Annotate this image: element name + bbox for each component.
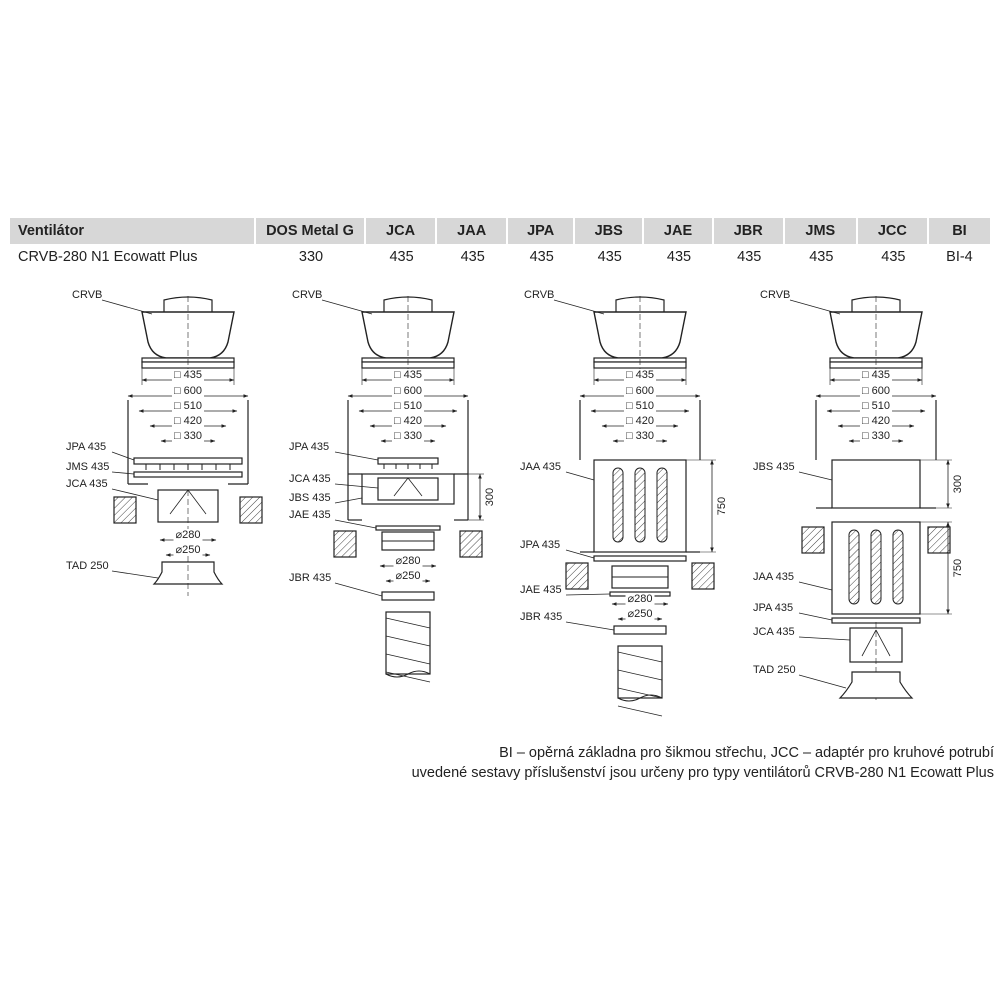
label-jbs: JBS 435 [289,492,331,504]
table-cell: 435 [597,248,622,265]
label-tad: TAD 250 [753,664,796,676]
table-cell: CRVB-280 N1 Ecowatt Plus [18,248,198,265]
jaa-slot [849,530,859,604]
jbs-base [832,460,920,508]
label-d435: □ 435 [861,369,891,381]
label-jbs: JBS 435 [753,461,795,473]
label-d600: □ 600 [861,385,891,397]
jaa-slot [657,468,667,542]
label-jca: JCA 435 [289,473,331,485]
drawing-line [799,472,832,480]
label-jms: JMS 435 [66,461,110,473]
jaa-slot [635,468,645,542]
jca-damper [378,478,438,500]
label-d420: □ 420 [861,415,891,427]
drawing-line [799,582,832,590]
label-d250: ⌀250 [395,570,421,582]
col-header: JAE [644,218,713,244]
label-d600: □ 600 [173,385,203,397]
table-cell: 435 [389,248,414,265]
label-jca: JCA 435 [66,478,108,490]
col-header: Ventilátor [10,218,256,244]
col-header: JAA [437,218,508,244]
roof-block-right [928,527,950,553]
drawing-line [618,706,662,716]
footnote-line-2: uvedené sestavy příslušenství jsou určeny pro typy ventilátorů CRVB-280 N1 Ecowatt Plus [411,765,994,781]
jae-ring [376,526,440,530]
label-d510: □ 510 [393,400,423,412]
table-cell: 435 [809,248,834,265]
drawing-line [335,520,376,528]
jaa-slot [871,530,881,604]
drawing-line [554,300,604,314]
label-jaa: JAA 435 [520,461,561,473]
drawing-line [335,452,378,460]
roof-block-left [566,563,588,589]
label-h750: 750 [716,496,728,516]
jaa-slot [893,530,903,604]
col-header: JBR [714,218,785,244]
label-jpa: JPA 435 [66,441,107,453]
drawing-line [102,300,152,314]
table-cell: 435 [737,248,762,265]
label-d600: □ 600 [625,385,655,397]
label-d330: □ 330 [393,430,423,442]
col-header: JBS [575,218,644,244]
roof-block-right [692,563,714,589]
label-d600: □ 600 [393,385,423,397]
drawing-line [790,300,840,314]
drawing-line [112,472,134,474]
drawing-line [112,571,158,578]
drawing-line [799,637,850,640]
label-crvb: CRVB [524,289,555,301]
label-d330: □ 330 [861,430,891,442]
drawing-line [566,622,614,630]
table-cell: 435 [529,248,554,265]
label-d510: □ 510 [861,400,891,412]
jbr-ring [382,592,434,600]
label-jaa: JAA 435 [753,571,794,583]
col-header: JCA [366,218,437,244]
label-d250: ⌀250 [627,608,653,620]
col-header: BI [929,218,990,244]
roof-block-left [802,527,824,553]
label-d330: □ 330 [625,430,655,442]
jpa-plate [378,458,438,464]
roof-block-right [240,497,262,523]
label-d280: ⌀280 [395,555,421,567]
label-h300: 300 [484,487,496,507]
table-cell: 435 [881,248,906,265]
drawing-line [322,300,372,314]
duct-pipe [386,612,430,674]
drawing-line [799,675,846,688]
roof-block-left [114,497,136,523]
table-cell: BI-4 [946,248,973,265]
drawing-line [566,472,594,480]
label-d510: □ 510 [625,400,655,412]
drawing-line [112,452,134,460]
label-d435: □ 435 [625,369,655,381]
label-d280: ⌀280 [175,529,201,541]
roof-block-left [334,531,356,557]
col-header: JPA [508,218,575,244]
label-jca: JCA 435 [753,626,795,638]
label-d420: □ 420 [173,415,203,427]
tad-nozzle [840,672,912,698]
label-d420: □ 420 [625,415,655,427]
drawing-line [566,550,594,558]
label-d250: ⌀250 [175,544,201,556]
drawing-line [335,583,382,596]
table-cell: 330 [298,248,324,265]
footnote-line-1: BI – opěrná základna pro šikmou střechu, JCC – adaptér pro kruhové potrubí [499,745,994,761]
col-header: DOS Metal G [256,218,366,244]
label-crvb: CRVB [292,289,323,301]
label-d435: □ 435 [173,369,203,381]
label-jpa: JPA 435 [520,539,561,551]
label-h300: 300 [952,474,964,494]
jaa-slot [613,468,623,542]
label-tad: TAD 250 [66,560,109,572]
label-d435: □ 435 [393,369,423,381]
label-jpa: JPA 435 [753,602,794,614]
label-crvb: CRVB [760,289,791,301]
label-jae: JAE 435 [520,584,562,596]
label-h750: 750 [952,558,964,578]
jpa-plate [594,556,686,561]
label-jbr: JBR 435 [520,611,563,623]
roof-block-right [460,531,482,557]
label-jbr: JBR 435 [289,572,332,584]
label-jae: JAE 435 [289,509,331,521]
label-crvb: CRVB [72,289,103,301]
label-d330: □ 330 [173,430,203,442]
drawing-line [799,613,832,620]
label-jpa: JPA 435 [289,441,330,453]
col-header: JMS [785,218,858,244]
label-d510: □ 510 [173,400,203,412]
label-d280: ⌀280 [627,593,653,605]
table-cell: 435 [666,248,692,265]
col-header: JCC [858,218,929,244]
jms-flex [134,472,242,477]
label-d420: □ 420 [393,415,423,427]
jbr-ring [614,626,666,634]
table-cell: 435 [460,248,485,265]
jpa-plate [134,458,242,464]
drawing-line [566,594,610,595]
